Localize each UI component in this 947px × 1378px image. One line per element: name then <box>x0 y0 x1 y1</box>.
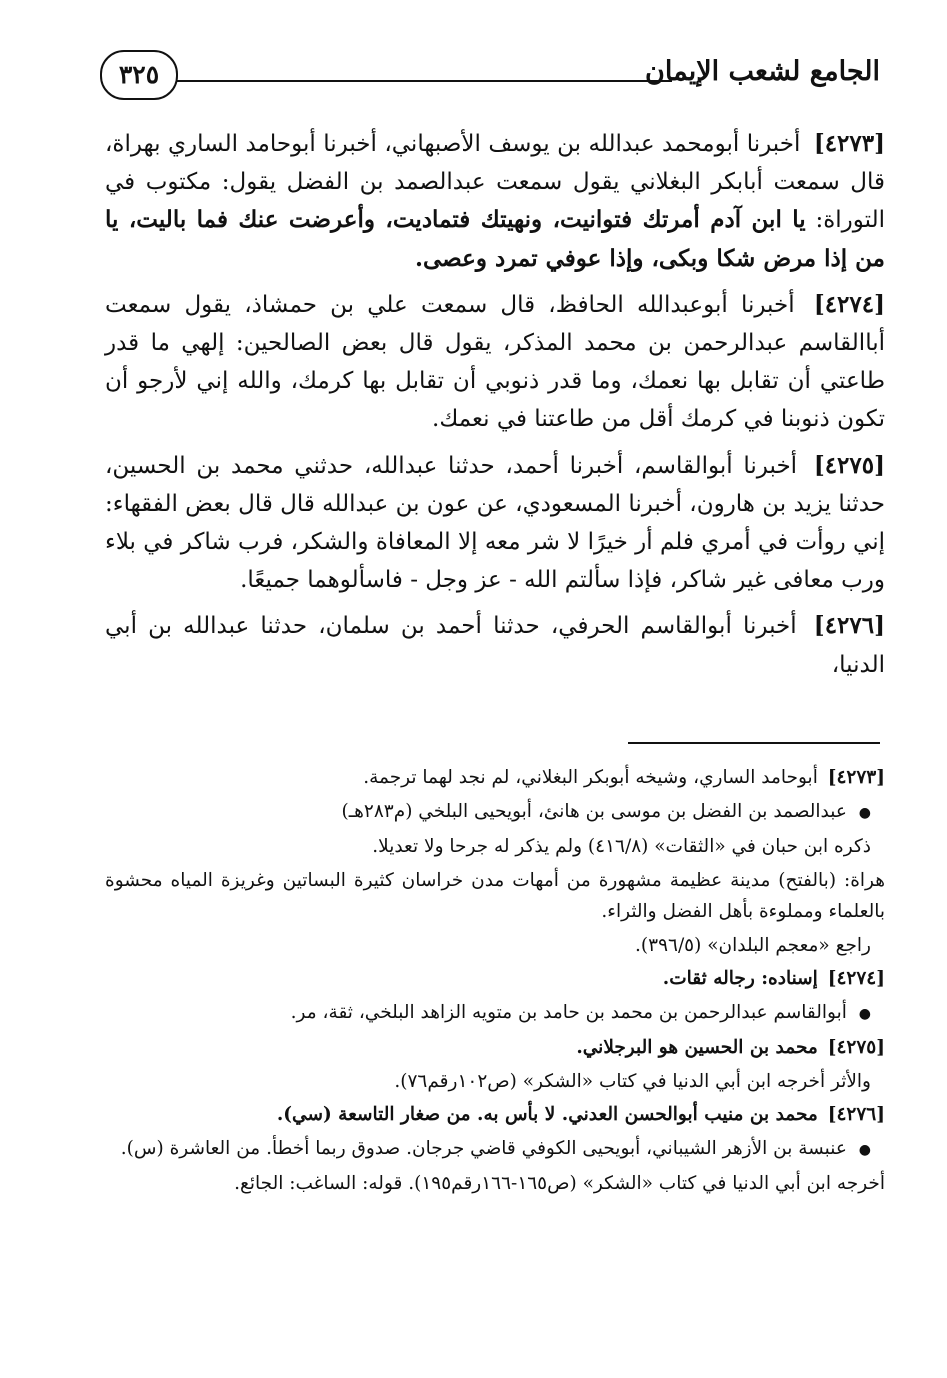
footnote-number: [٤٢٧٦] <box>827 1104 885 1125</box>
footnote-number: [٤٢٧٤] <box>827 968 885 989</box>
footnote-4276 <box>105 1099 885 1131</box>
footnote-line <box>105 831 885 863</box>
hadith-text: أخبرنا أبوالقاسم، أخبرنا أحمد، حدثنا عبدالله، حدثني محمد بن الحسين، حدثنا يزيد بن هارون، أخبرنا المسعودي، عن عون بن عبدالله قال قال بعض الفقهاء: إني روأت في أمري فلم أر خيرًا لا شر معه إلا المعافاة والشكر، فرب شاكر في بلاء ورب معافى غير شاكر، فإذا سألتم الله - عز وجل - فاسألوهما جميعًا. <box>105 452 885 594</box>
footnote-text: عنبسة بن الأزهر الشيباني، أبويحيى الكوفي قاضي جرجان. صدوق ربما أخطأ. من العاشرة (س). <box>120 1137 847 1159</box>
footnote-4274 <box>105 963 885 995</box>
footnote-narrator <box>105 796 885 830</box>
footnote-text: أبوالقاسم عبدالرحمن بن محمد بن حامد بن متويه الزاهد البلخي، ثقة، مر. <box>290 1001 847 1023</box>
footnote-text: ذكره ابن حبان في «الثقات» (٤١٦/٨) ولم يذكر له جرحا ولا تعديلا. <box>372 836 871 857</box>
footnote-number: [٤٢٧٣] <box>827 767 885 788</box>
hadith-text: أخبرنا أبوالقاسم الحرفي، حدثنا أحمد بن سلمان، حدثنا عبدالله بن أبي الدنيا، <box>105 613 885 678</box>
hadith-quote: يا ابن آدم أمرتك فتوانيت، ونهيتك فتماديت، وأعرضت عنك فما باليت، يا من إذا مرض شكا وبكى، وإذا عوفي تمرد وعصى. <box>105 206 885 272</box>
hadith-number: [٤٢٧٤] <box>813 290 886 318</box>
running-title: الجامع لشعب الإيمان <box>645 56 880 87</box>
footnote-text: محمد بن منيب أبوالحسن العدني. لا بأس به. من صغار التاسعة (سي). <box>276 1104 818 1125</box>
footnote-line <box>105 1066 885 1098</box>
footnote-narrator <box>105 1133 885 1167</box>
footnote-text: هراة: (بالفتح) مدينة عظيمة مشهورة من أمهات مدن خراسان كثيرة البساتين وغريزة المياه محشوة بالعلماء ومملوءة بأهل الفضل والثراء. <box>105 869 885 922</box>
footnote-text: أخرجه ابن أبي الدنيا في كتاب «الشكر» (ص١٦٥-١٦٦رقم١٩٥). قوله: الساغب: الجائع. <box>234 1173 885 1194</box>
footnote-narrator <box>105 997 885 1031</box>
footnote-text: أبوحامد الساري، وشيخه أبوبكر البغلاني، لم نجد لهما ترجمة. <box>363 767 818 788</box>
footnotes <box>105 762 885 1202</box>
footnote-line <box>105 1168 885 1200</box>
hadith-4273 <box>105 125 885 278</box>
bullet-icon: ● <box>858 1141 871 1158</box>
footnote-text: عبدالصمد بن الفضل بن موسى بن هانئ، أبويحيى البلخي (م٢٨٣هـ) <box>341 800 847 822</box>
page-number: ٣٢٥ <box>100 50 178 100</box>
hadith-number: [٤٢٧٥] <box>813 451 886 479</box>
footnote-reference <box>105 930 885 962</box>
hadith-text: أخبرنا أبومحمد عبدالله بن يوسف الأصبهاني، أخبرنا أبوحامد الساري بهراة، قال سمعت أبابكر البغلاني يقول سمعت عبدالصمد بن الفضل يقول: مكتوب في التوراة: <box>105 131 885 234</box>
hadith-number: [٤٢٧٦] <box>813 612 885 640</box>
footnote-number: [٤٢٧٥] <box>827 1037 885 1058</box>
bullet-icon: ● <box>858 804 871 821</box>
footnote-herat <box>105 865 885 928</box>
hadith-4275 <box>105 447 885 600</box>
footnote-text: راجع «معجم البلدان» (٣٩٦/٥). <box>635 934 871 956</box>
hadith-4276 <box>105 607 885 683</box>
footnote-text: محمد بن الحسين هو البرجلاني. <box>576 1037 818 1058</box>
footnote-text: إسناده: رجاله ثقات. <box>662 968 818 989</box>
footnote-4273 <box>105 762 885 794</box>
footnote-divider <box>628 742 880 744</box>
main-text <box>105 125 885 692</box>
bullet-icon: ● <box>858 1005 871 1022</box>
footnote-text: والأثر أخرجه ابن أبي الدنيا في كتاب «الشكر» (ص١٠٢رقم٧٦). <box>394 1070 871 1092</box>
hadith-number: [٤٢٧٣] <box>813 130 886 157</box>
hadith-text: أخبرنا أبوعبدالله الحافظ، قال سمعت علي بن حمشاذ، يقول سمعت أباالقاسم عبدالرحمن بن محمد المذكر، يقول قال بعض الصالحين: إلهي ما قدر طاعتي أن تقابل بها نعمك، وما قدر ذنوبي أن تقابل بها كرمك، والله إني لأرجو أن تكون ذنوبنا في كرمك أقل من طاعتنا في نعمك. <box>105 291 885 433</box>
page-header <box>100 40 880 110</box>
header-rule <box>176 80 672 82</box>
footnote-4275 <box>105 1032 885 1064</box>
hadith-4274 <box>105 286 885 439</box>
